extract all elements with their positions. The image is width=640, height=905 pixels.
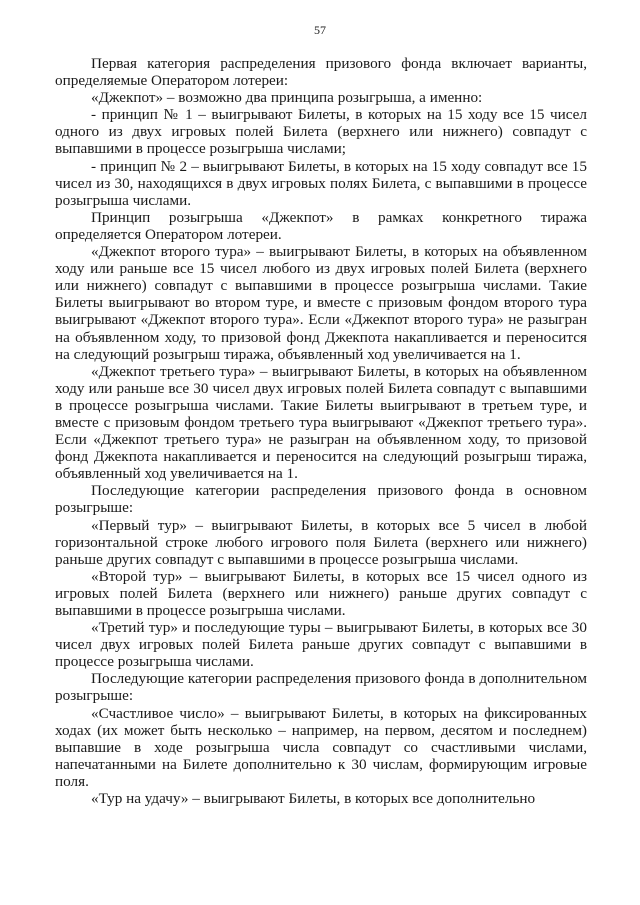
paragraph: «Джекпот» – возможно два принципа розыгрыша, а именно: (91, 89, 483, 107)
paragraph: «Тур на удачу» – выигрывают Билеты, в которых все дополнительно (91, 790, 536, 808)
list-item: - принцип № 2 – выигрывают Билеты, в которых на 15 ходу совпадут все 15 чисел из 30, находящихся в двух игровых полях Билета, с выпавшими в процессе розыгрыша числами. (55, 157, 587, 209)
paragraph: «Джекпот третьего тура» – выигрывают Билеты, в которых на объявленном ходу или раньше все 30 чисел двух игровых полей Билета совпадут с выпавшими в процессе розыгрыша числами. Такие Билеты выигрывают в третьем туре, и вместе с призовым фондом третьего тура выигрывают «Джекпот третьего тура». Если «Джекпот третьего тура» не разыгран на объявленном ходу, то призовой фонд Джекпота накапливается и переносится на следующий розыгрыш тиража, объявленный ход увеличивается на 1. (55, 362, 587, 483)
paragraph: «Первый тур» – выигрывают Билеты, в которых все 5 чисел в любой горизонтальной строке любого игрового поля Билета (верхнего или нижнего) раньше других совпадут с выпавшими в процессе розыгрыша числами. (55, 516, 587, 568)
document-body (55, 55, 587, 807)
paragraph: «Второй тур» – выигрывают Билеты, в которых все 15 чисел одного из игровых полей Билета (верхнего или нижнего) раньше других совпадут с выпавшими в процессе розыгрыша числами. (55, 567, 587, 619)
page-number: 57 (314, 23, 326, 37)
paragraph: «Третий тур» и последующие туры – выигрывают Билеты, в которых все 30 чисел двух игровых полей Билета раньше других совпадут с выпавшими в процессе розыгрыша числами. (55, 619, 587, 671)
paragraph: «Счастливое число» – выигрывают Билеты, в которых на фиксированных ходах (их может быть несколько – например, на первом, десятом и последнем) выпавшие в ходе розыгрыша числа совпадут со счастливыми числами, напечатанными на Билете дополнительно к 30 числам, формирующим игровые поля. (55, 704, 587, 790)
paragraph: Последующие категории распределения призового фонда в дополнительном розыгрыше: (55, 670, 587, 705)
paragraph: Принцип розыгрыша «Джекпот» в рамках конкретного тиража определяется Оператором лотереи. (55, 208, 587, 243)
list-item: - принцип № 1 – выигрывают Билеты, в которых на 15 ходу все 15 чисел одного из двух игровых полей Билета (верхнего или нижнего) совпадут с выпавшими в процессе розыгрыша числами; (55, 106, 587, 158)
paragraph: Последующие категории распределения призового фонда в основном розыгрыше: (55, 482, 587, 517)
paragraph: Первая категория распределения призового фонда включает варианты, определяемые Оператором лотереи: (55, 55, 587, 90)
paragraph: «Джекпот второго тура» – выигрывают Билеты, в которых на объявленном ходу или раньше все 15 чисел любого из двух игровых полей Билета (верхнего или нижнего) совпадут с выпавшими в процессе розыгрыша числами. Такие Билеты выигрывают во втором туре, и вместе с призовым фондом второго тура выигрывают «Джекпот второго тура». Если «Джекпот второго тура» не разыгран на объявленном ходу, то призовой фонд Джекпота накапливается и переносится на следующий розыгрыш тиража, объявленный ход увеличивается на 1. (55, 243, 587, 363)
